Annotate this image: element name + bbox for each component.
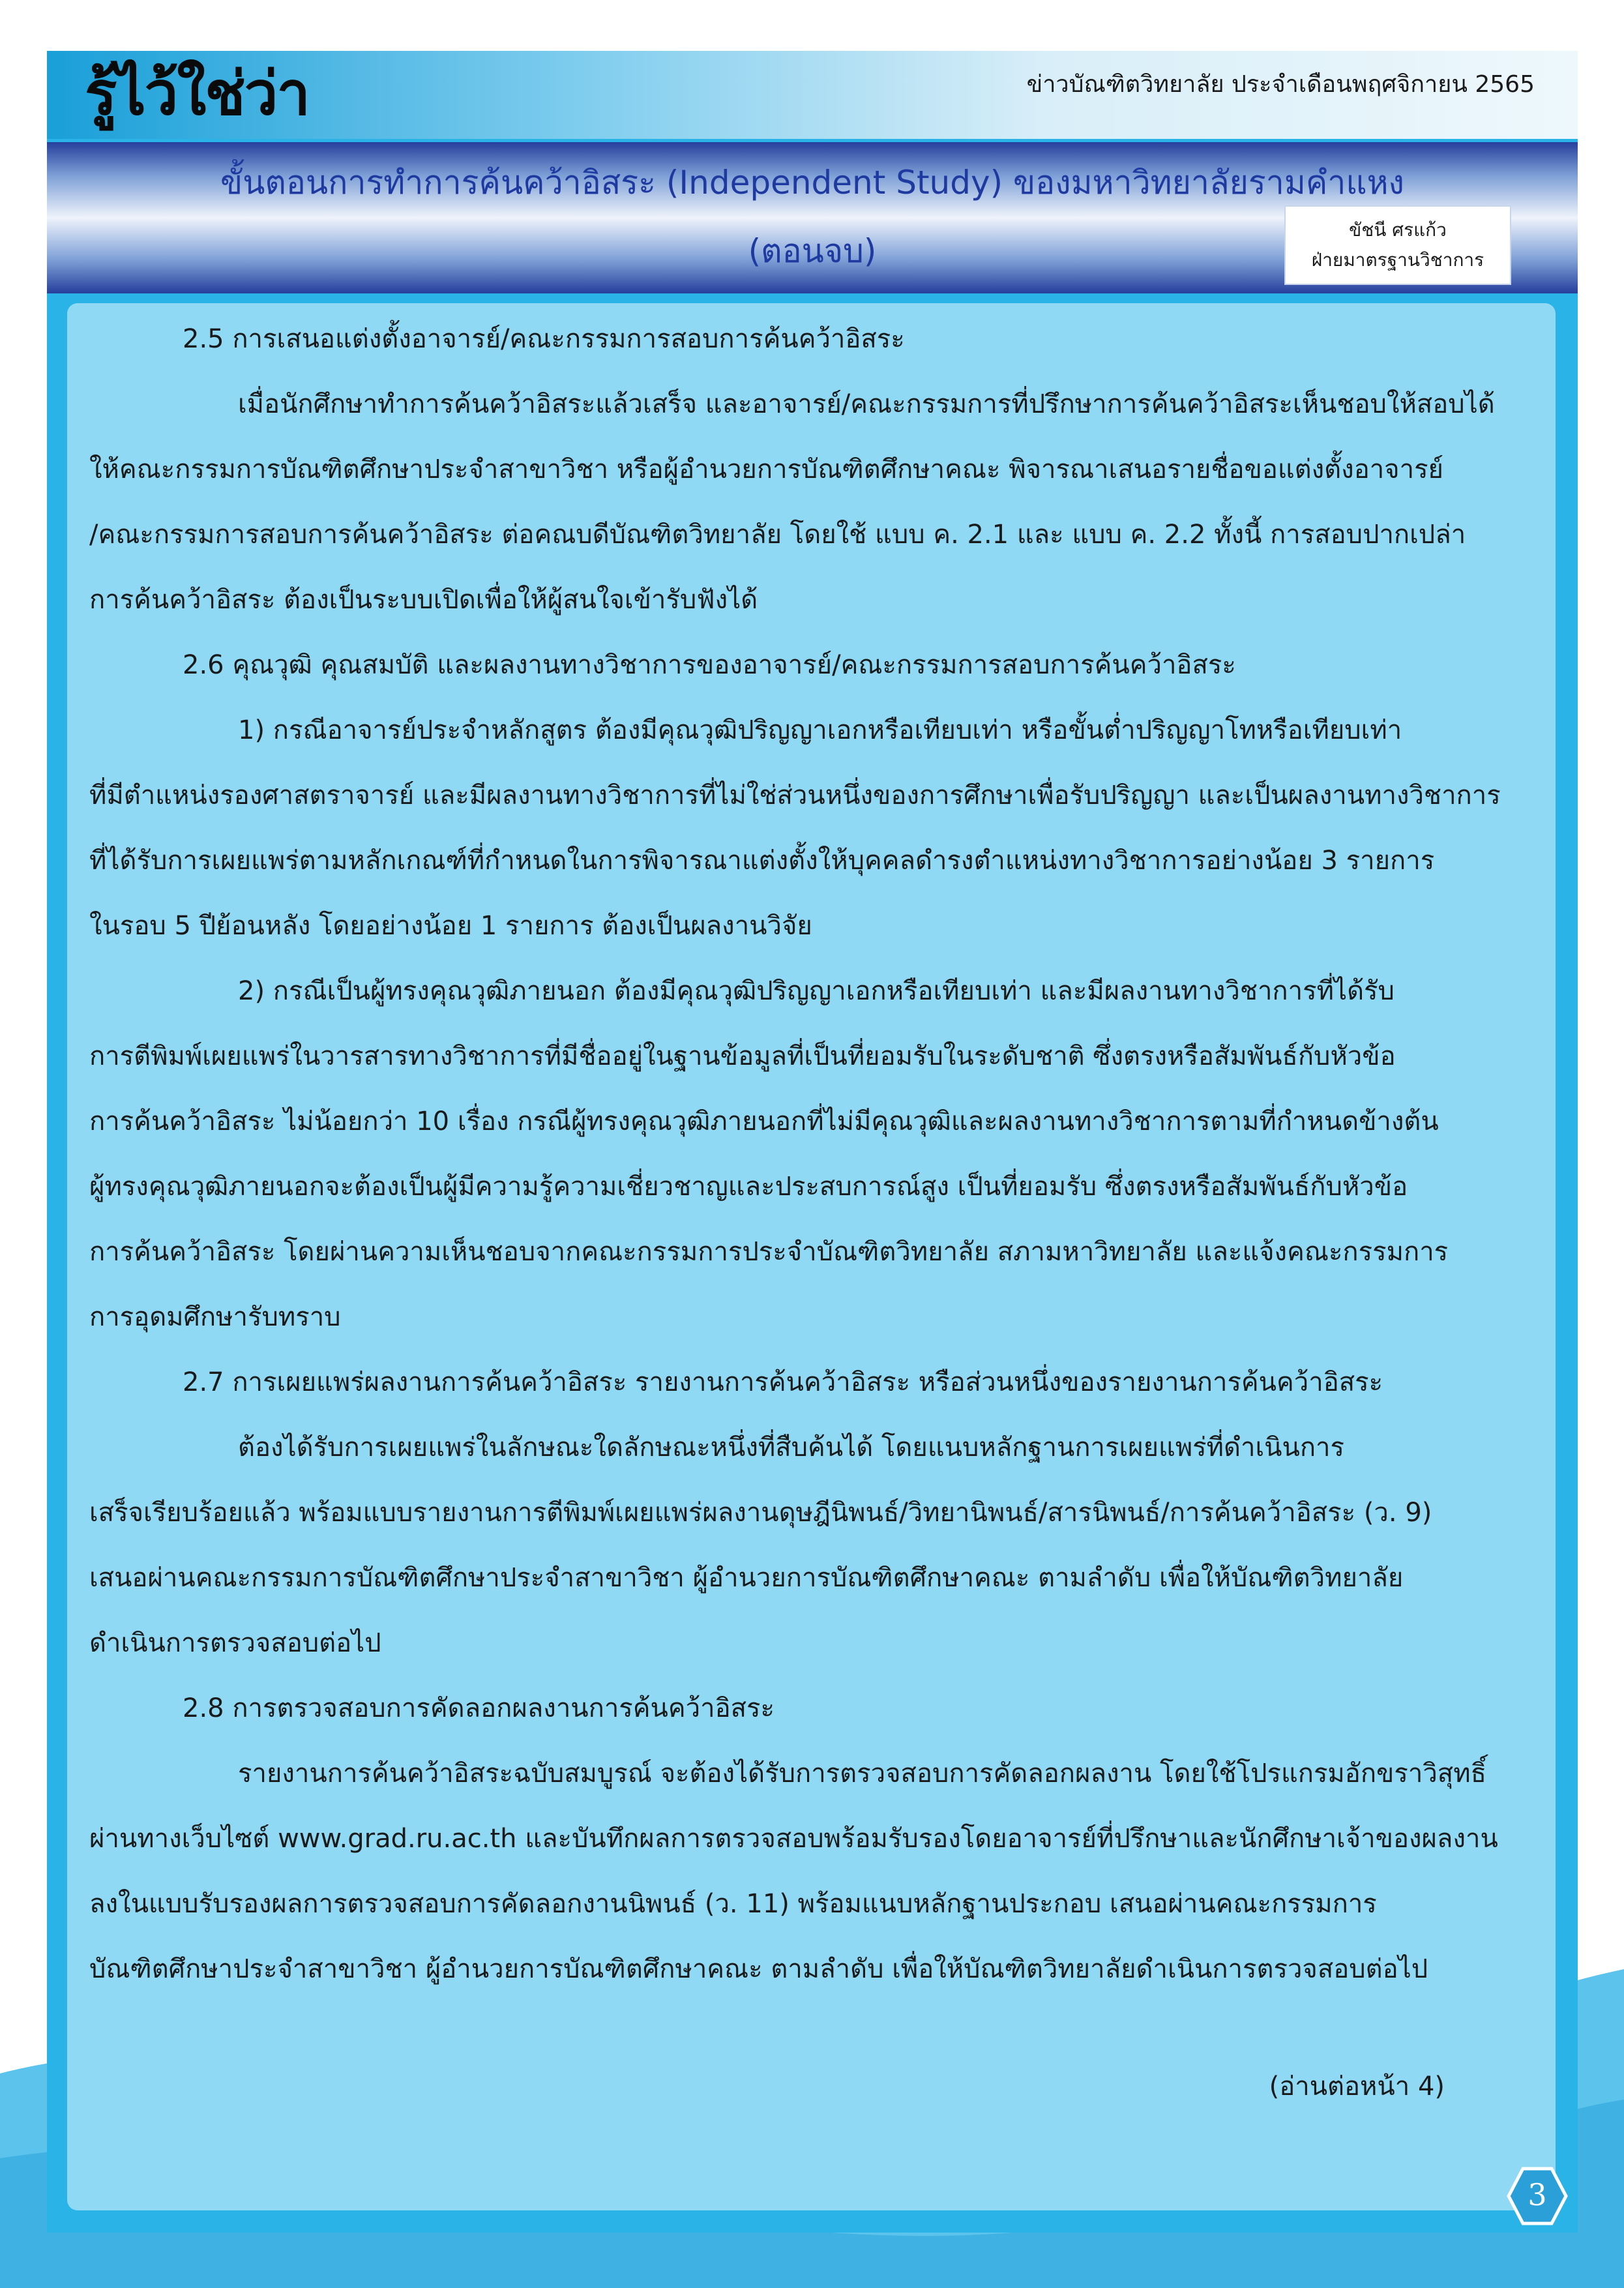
paragraph-line: ให้คณะกรรมการบัณฑิตศึกษาประจำสาขาวิชา หรือผู้อำนวยการบัณฑิตศึกษาคณะ พิจารณาเสนอรายชื่อขอแต่งตั้งอาจารย์ bbox=[89, 454, 1443, 484]
section-heading-2-8: 2.8 การตรวจสอบการคัดลอกผลงานการค้นคว้าอิสระ bbox=[183, 1693, 775, 1723]
author-name: ขัชนี ศรแก้ว bbox=[1349, 219, 1447, 241]
section-heading-2-5: 2.5 การเสนอแต่งตั้งอาจารย์/คณะกรรมการสอบการค้นคว้าอิสระ bbox=[183, 324, 905, 354]
author-box bbox=[1284, 205, 1511, 285]
paragraph-line: ที่มีตำแหน่งรองศาสตราจารย์ และมีผลงานทางวิชาการที่ไม่ใช่ส่วนหนึ่งของการศึกษาเพื่อรับปริญญา และเป็นผลงานทางวิชาการ bbox=[89, 780, 1501, 810]
paragraph-line: ผู้ทรงคุณวุฒิภายนอกจะต้องเป็นผู้มีความรู้ความเชี่ยวชาญและประสบการณ์สูง เป็นที่ยอมรับ ซึ่งตรงหรือสัมพันธ์กับหัวข้อ bbox=[89, 1172, 1408, 1202]
paragraph-line: ดำเนินการตรวจสอบต่อไป bbox=[89, 1628, 381, 1658]
paragraph-line: ผ่านทางเว็บไซต์ www.grad.ru.ac.th และบันทึกผลการตรวจสอบพร้อมรับรองโดยอาจารย์ที่ปรึกษาและนักศึกษาเจ้าของผลงาน bbox=[89, 1824, 1498, 1854]
paragraph-line: การค้นคว้าอิสระ โดยผ่านความเห็นชอบจากคณะกรรมการประจำบัณฑิตวิทยาลัย สภามหาวิทยาลัย และแจ้งคณะกรรมการ bbox=[89, 1237, 1449, 1267]
logo-text: รู้ไว้ใช่ว่า bbox=[85, 59, 310, 128]
paragraph-line: ต้องได้รับการเผยแพร่ในลักษณะใดลักษณะหนึ่งที่สืบค้นได้ โดยแนบหลักฐานการเผยแพร่ที่ดำเนินการ bbox=[238, 1433, 1344, 1463]
paragraph-line: 2) กรณีเป็นผู้ทรงคุณวุฒิภายนอก ต้องมีคุณวุฒิปริญญาเอกหรือเทียบเท่า และมีผลงานทางวิชาการที่ได้รับ bbox=[238, 976, 1395, 1006]
paragraph-line: การอุดมศึกษารับทราบ bbox=[89, 1302, 341, 1332]
paragraph-line: เสร็จเรียบร้อยแล้ว พร้อมแบบรายงานการตีพิมพ์เผยแพร่ผลงานดุษฎีนิพนธ์/วิทยานิพนธ์/สารนิพนธ์/การค้นคว้าอิสระ (ว. 9) bbox=[89, 1498, 1432, 1528]
paragraph-line: ลงในแบบรับรองผลการตรวจสอบการคัดลอกงานนิพนธ์ (ว. 11) พร้อมแนบหลักฐานประกอบ เสนอผ่านคณะกรรมการ bbox=[89, 1889, 1377, 1919]
paragraph-line: การตีพิมพ์เผยแพร่ในวารสารทางวิชาการที่มีชื่ออยู่ในฐานข้อมูลที่เป็นที่ยอมรับในระดับชาติ ซึ่งตรงหรือสัมพันธ์กับหัวข้อ bbox=[89, 1041, 1396, 1071]
author-department: ฝ่ายมาตรฐานวิชาการ bbox=[1311, 249, 1484, 271]
paragraph-line: ในรอบ 5 ปีย้อนหลัง โดยอย่างน้อย 1 รายการ ต้องเป็นผลงานวิจัย bbox=[89, 911, 812, 941]
section-heading-2-7: 2.7 การเผยแพร่ผลงานการค้นคว้าอิสระ รายงานการค้นคว้าอิสระ หรือส่วนหนึ่งของรายงานการค้นคว้าอิสระ bbox=[183, 1367, 1383, 1397]
paragraph-line: 1) กรณีอาจารย์ประจำหลักสูตร ต้องมีคุณวุฒิปริญญาเอกหรือเทียบเท่า หรือขั้นต่ำปริญญาโทหรือเทียบเท่า bbox=[238, 715, 1402, 745]
paragraph-line: รายงานการค้นคว้าอิสระฉบับสมบูรณ์ จะต้องได้รับการตรวจสอบการคัดลอกผลงาน โดยใช้โปรแกรมอักขราวิสุทธิ์ bbox=[238, 1759, 1486, 1789]
paragraph-line: การค้นคว้าอิสระ ต้องเป็นระบบเปิดเพื่อให้ผู้สนใจเข้ารับฟังได้ bbox=[89, 585, 758, 615]
continued-note: (อ่านต่อหน้า 4) bbox=[1269, 2072, 1445, 2102]
page-number: 3 bbox=[1528, 2177, 1547, 2212]
page-number-badge bbox=[1506, 2165, 1569, 2227]
paragraph-line: การค้นคว้าอิสระ ไม่น้อยกว่า 10 เรื่อง กรณีผู้ทรงคุณวุฒิภายนอกที่ไม่มีคุณวุฒิและผลงานทางวิชาการตามที่กำหนดข้างต้น bbox=[89, 1107, 1439, 1137]
paragraph-line: ที่ได้รับการเผยแพร่ตามหลักเกณฑ์ที่กำหนดในการพิจารณาแต่งตั้งให้บุคคลดำรงตำแหน่งทางวิชาการอย่างน้อย 3 รายการ bbox=[89, 846, 1435, 876]
paragraph-line: บัณฑิตศึกษาประจำสาขาวิชา ผู้อำนวยการบัณฑิตศึกษาคณะ ตามลำดับ เพื่อให้บัณฑิตวิทยาลัยดำเนินการตรวจสอบต่อไป bbox=[89, 1954, 1428, 1984]
section-heading-2-6: 2.6 คุณวุฒิ คุณสมบัติ และผลงานทางวิชาการของอาจารย์/คณะกรรมการสอบการค้นคว้าอิสระ bbox=[183, 650, 1236, 680]
article-subtitle: (ตอนจบ) bbox=[748, 232, 877, 270]
paragraph-line: /คณะกรรมการสอบการค้นคว้าอิสระ ต่อคณบดีบัณฑิตวิทยาลัย โดยใช้ แบบ ค. 2.1 และ แบบ ค. 2.2 ทั้งนี้ การสอบปากเปล่า bbox=[89, 520, 1466, 550]
paragraph-line: เมื่อนักศึกษาทำการค้นคว้าอิสระแล้วเสร็จ และอาจารย์/คณะกรรมการที่ปรึกษาการค้นคว้าอิสระเห็นชอบให้สอบได้ bbox=[238, 389, 1495, 419]
issue-label: ข่าวบัณฑิตวิทยาลัย ประจำเดือนพฤศจิกายน 2565 bbox=[1026, 71, 1535, 98]
paragraph-line: เสนอผ่านคณะกรรมการบัณฑิตศึกษาประจำสาขาวิชา ผู้อำนวยการบัณฑิตศึกษาคณะ ตามลำดับ เพื่อให้บัณฑิตวิทยาลัย bbox=[89, 1563, 1404, 1593]
article-title: ขั้นตอนการทำการค้นคว้าอิสระ (Independent Study) ของมหาวิทยาลัยรามคำแหง bbox=[220, 164, 1404, 201]
